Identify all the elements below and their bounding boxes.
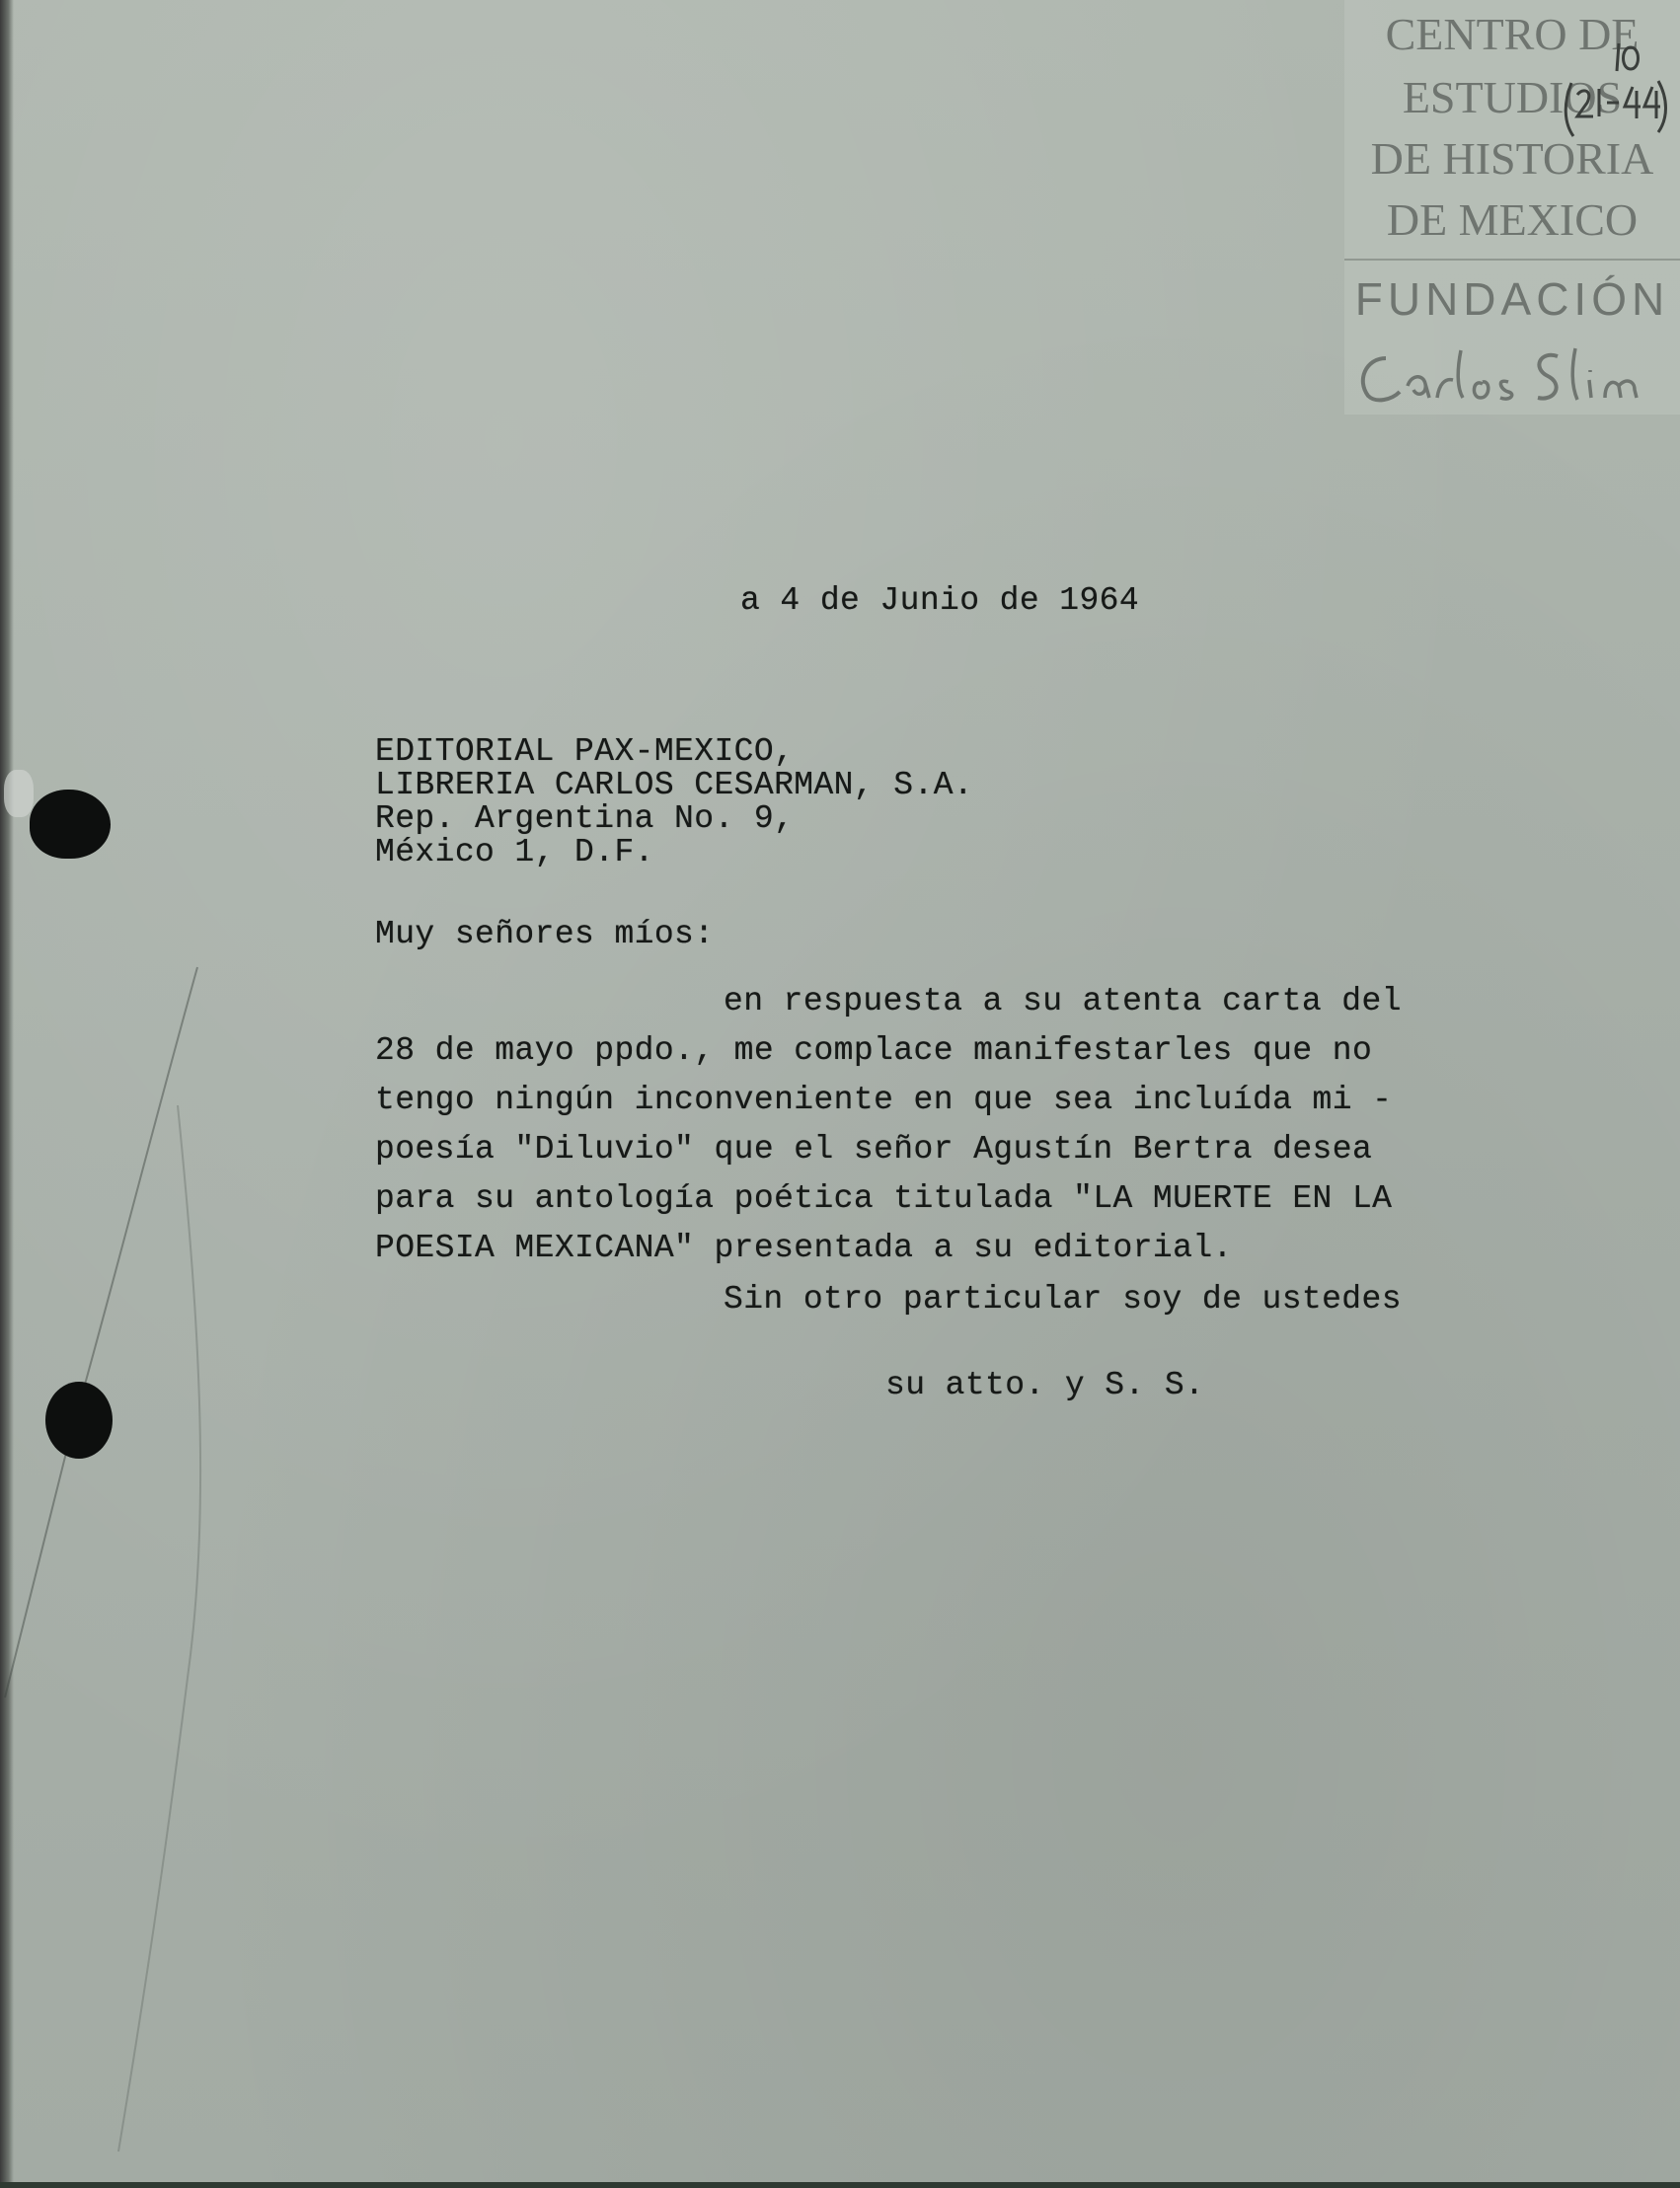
paper-bottom-edge [0, 2182, 1680, 2188]
recipient-line: México 1, D.F. [375, 834, 654, 870]
handwritten-archive-number [1560, 34, 1668, 142]
stamp-line: ESTUDIOS [1402, 72, 1623, 122]
carlos-slim-signature-logo [1346, 340, 1678, 410]
punch-hole-top [30, 790, 111, 859]
stamp-foundation: FUNDACIÓN [1354, 273, 1670, 325]
stamp-line: DE MEXICO [1386, 194, 1639, 245]
body-line: para su antología poética titulada "LA MUERTE EN LA [375, 1180, 1393, 1217]
letter-date: a 4 de Junio de 1964 [740, 582, 1140, 619]
stamp-line: DE HISTORIA [1370, 133, 1654, 184]
punch-hole-bottom [45, 1382, 113, 1459]
closing-line: Sin otro particular soy de ustedes [724, 1281, 1402, 1318]
recipient-line: EDITORIAL PAX-MEXICO, [375, 733, 795, 770]
recipient-line: LIBRERIA CARLOS CESARMAN, S.A. [375, 767, 974, 803]
body-line: 28 de mayo ppdo., me complace manifestarles que no [375, 1032, 1373, 1069]
closing-signoff: su atto. y S. S. [885, 1367, 1205, 1403]
stamp-line: CENTRO DE [1385, 9, 1640, 59]
body-line: tengo ningún inconveniente en que sea incluída mi - [375, 1082, 1393, 1118]
torn-paper-patch [4, 770, 34, 817]
body-line: en respuesta a su atenta carta del [724, 983, 1402, 1019]
body-line: poesía "Diluvio" que el señor Agustín Bertra desea [375, 1131, 1373, 1168]
recipient-line: Rep. Argentina No. 9, [375, 800, 795, 837]
salutation: Muy señores míos: [375, 916, 715, 952]
paper-crease [0, 888, 237, 2171]
stamp-divider [1344, 259, 1680, 261]
body-line: POESIA MEXICANA" presentada a su editorial. [375, 1230, 1233, 1266]
